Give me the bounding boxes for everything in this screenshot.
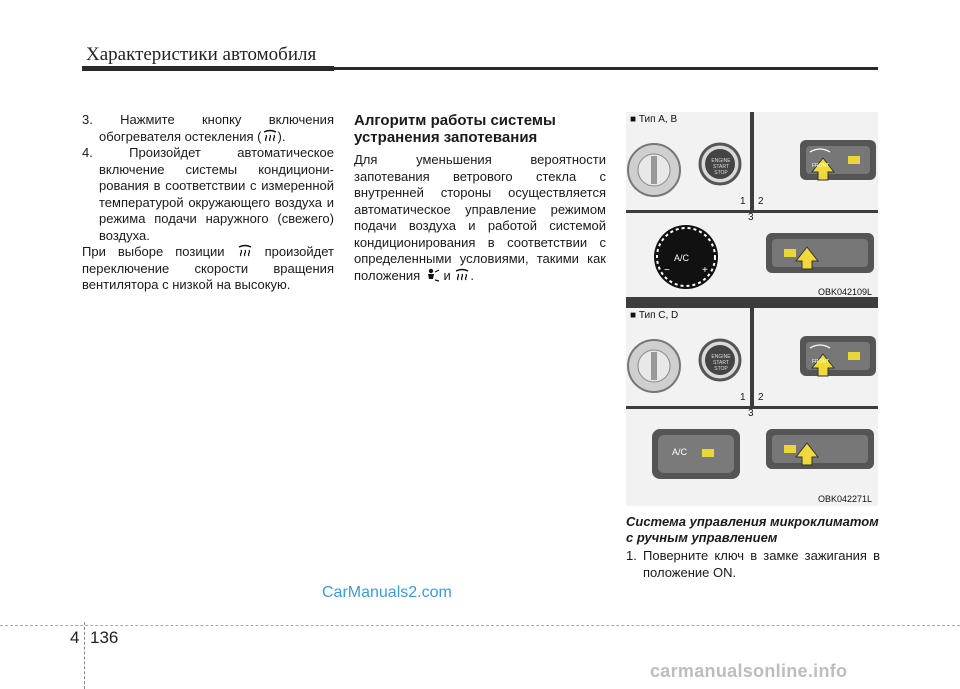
marker-3-ab: 3 xyxy=(748,212,754,223)
step-4: 4. Произойдет автоматическое включение системы кондициони-рования в соответствии с измеренной температурой окружающего воздуха и режима подачи наружного (свежего) воздуха. xyxy=(82,145,334,243)
marker-1-ab: 1 xyxy=(740,196,746,207)
column-3 xyxy=(626,514,880,581)
figure-code-top: OBK042109L xyxy=(817,287,872,297)
control-panel-figure xyxy=(626,112,878,506)
paragraph-fan xyxy=(82,244,334,294)
label-type-ab: ■ Тип A, B xyxy=(630,114,678,125)
footer-site-watermark: carmanualsonline.info xyxy=(650,661,848,681)
paragraph-defog-end: . xyxy=(470,267,474,283)
panel-defrost-ab xyxy=(754,112,878,210)
watermark-link[interactable]: CarManuals2.com xyxy=(322,584,452,601)
defrost-icon xyxy=(454,268,470,282)
subsection-heading: Система управления микроклиматом с ручным управлением xyxy=(626,514,879,545)
panel-ac-cd xyxy=(626,409,878,506)
panel-ac-ab xyxy=(626,213,878,297)
panel-ignition-cd xyxy=(626,308,750,406)
front-label-ab: FRONT xyxy=(812,163,830,169)
ac-button-illustration xyxy=(626,409,878,506)
step-3 xyxy=(82,112,334,145)
panel-defrost-cd xyxy=(754,308,878,406)
paragraph-fan-b: произойдет переключение скорости вращения вентилятора с низкой на высокую. xyxy=(82,244,334,292)
header-rule-accent xyxy=(82,66,334,71)
footer-rule xyxy=(0,625,960,626)
step-3-text: 3. Нажмите кнопку включения обогревателя остекления ( xyxy=(82,112,334,144)
paragraph-fan-a: При выборе позиции xyxy=(82,244,225,259)
marker-3-cd: 3 xyxy=(748,408,754,419)
defrost-icon xyxy=(262,129,278,143)
marker-2-cd: 2 xyxy=(758,392,764,403)
paragraph-defog xyxy=(354,152,606,284)
ac-label-button: A/C xyxy=(672,447,688,457)
page-header-title: Характеристики автомобиля xyxy=(86,44,317,65)
front-defrost-illustration-ab xyxy=(754,112,878,210)
start-stop-label-cd: ENGINE START STOP xyxy=(711,354,731,372)
section-heading: Алгоритм работы системы устранения запотевания xyxy=(354,112,556,146)
column-1 xyxy=(82,112,334,294)
panel-ignition-ab xyxy=(626,112,750,210)
minus-label: − xyxy=(664,265,670,276)
page-number-divider xyxy=(84,622,86,689)
marker-2-ab: 2 xyxy=(758,196,764,207)
figure-code-bottom: OBK042271L xyxy=(817,494,872,504)
ac-dial-illustration xyxy=(626,213,878,297)
ac-label-dial: A/C xyxy=(674,253,690,263)
face-floor-icon xyxy=(424,268,440,282)
label-type-cd: ■ Тип C, D xyxy=(630,310,679,321)
front-label-cd: FRONT xyxy=(812,359,830,365)
page-number: 136 xyxy=(90,628,119,647)
paragraph-defog-a: Для уменьшения вероятности запотевания ветрового стекла с внутренней стороны осуществляется автоматическое управление режимом подачи воздуха и работой системой кондиционирования в соответствии с определенными условиями, такими как положения xyxy=(354,152,606,283)
front-defrost-illustration-cd xyxy=(754,308,878,406)
defrost-icon xyxy=(237,244,253,258)
marker-1-cd: 1 xyxy=(740,392,746,403)
column-2 xyxy=(354,112,606,284)
step-1: 1. Поверните ключ в замке зажигания в положение ON. xyxy=(626,548,880,580)
step-3-end: ). xyxy=(277,128,286,144)
plus-label: + xyxy=(702,265,708,276)
paragraph-defog-and: и xyxy=(443,267,451,283)
chapter-number: 4 xyxy=(70,628,80,647)
start-stop-label-ab: ENGINE START STOP xyxy=(711,158,731,176)
